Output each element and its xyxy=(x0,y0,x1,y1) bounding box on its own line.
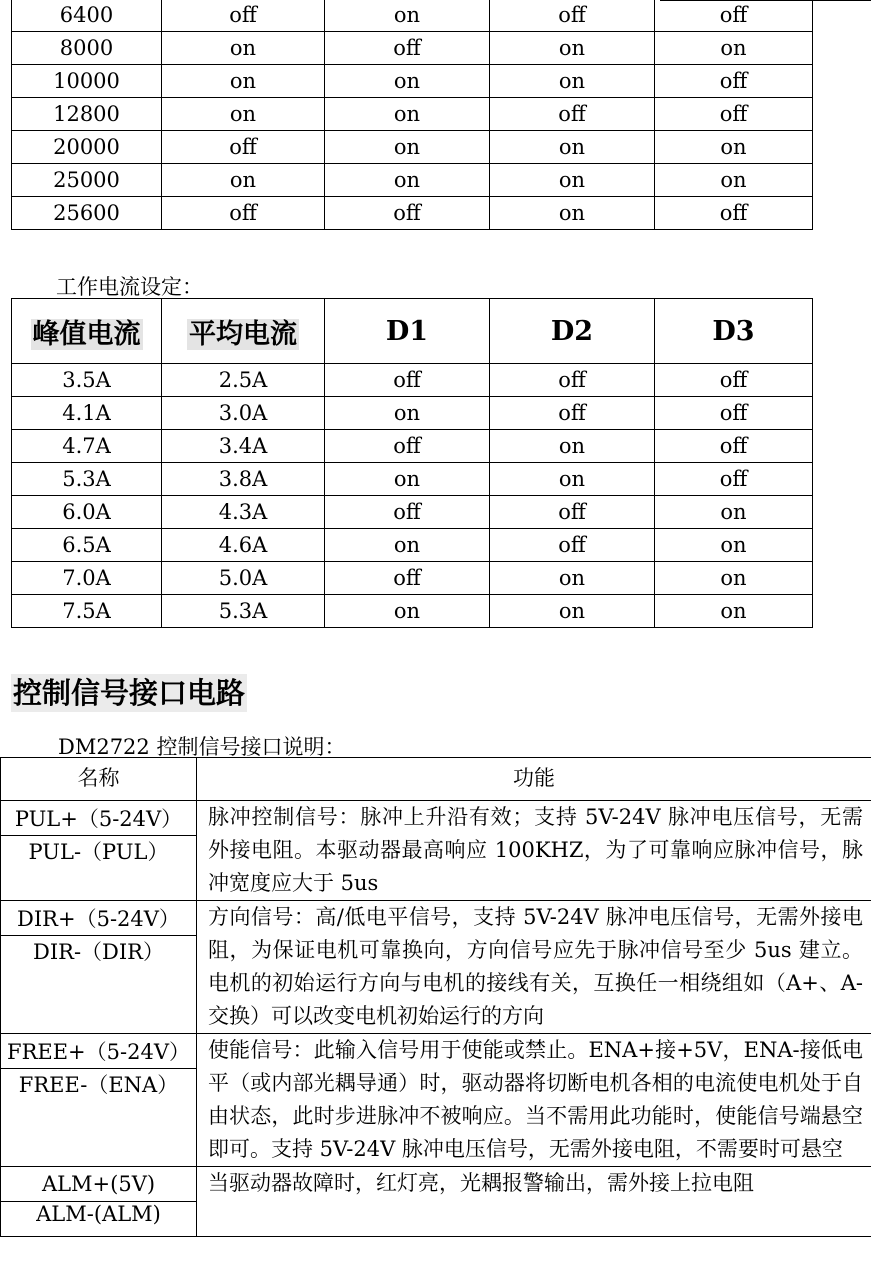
table-row xyxy=(12,496,813,529)
header-average-current: 平均电流 xyxy=(162,299,325,364)
header-function: 功能 xyxy=(197,758,871,801)
current-setting-table xyxy=(11,298,813,628)
table-cell: on xyxy=(325,164,490,197)
header-name: 名称 xyxy=(1,758,197,801)
table-cell: 6.5A xyxy=(12,529,162,562)
table-row xyxy=(12,197,813,230)
table-row xyxy=(12,98,813,131)
pin-name: PUL+（5-24V） xyxy=(1,801,197,836)
table-cell: on xyxy=(655,595,813,628)
table-cell: 4.3A xyxy=(162,496,325,529)
table-cell: on xyxy=(490,595,655,628)
header-d3: D3 xyxy=(655,299,813,364)
table-cell: on xyxy=(325,0,490,32)
table-cell: off xyxy=(325,364,490,397)
table-cell: 7.5A xyxy=(12,595,162,628)
table-cell: off xyxy=(325,496,490,529)
table-cell: 10000 xyxy=(12,65,162,98)
signal-row xyxy=(1,1034,871,1069)
table-cell: on xyxy=(490,65,655,98)
signal-description: 脉冲控制信号：脉冲上升沿有效；支持 5V-24V 脉冲电压信号，无需外接电阻。本驱动器最高响应 100KHZ，为了可靠响应脉冲信号，脉冲宽度应大于 5us xyxy=(197,801,871,901)
signal-row xyxy=(1,1167,871,1202)
table-row xyxy=(12,0,813,32)
table-cell: 25000 xyxy=(12,164,162,197)
table-cell: off xyxy=(325,430,490,463)
table-cell: off xyxy=(162,197,325,230)
table-cell: 8000 xyxy=(12,32,162,65)
table-cell: off xyxy=(325,197,490,230)
table-cell: on xyxy=(490,197,655,230)
table-cell: off xyxy=(490,529,655,562)
table-cell: off xyxy=(162,131,325,164)
table-row xyxy=(12,430,813,463)
table-cell: 4.7A xyxy=(12,430,162,463)
signal-description: 使能信号：此输入信号用于使能或禁止。ENA+接+5V，ENA-接低电平（或内部光耦导通）时，驱动器将切断电机各相的电流使电机处于自由状态，此时步进脉冲不被响应。当不需用此功能时，使能信号端悬空即可。支持 5V-24V 脉冲电压信号，无需外接电阻，不需要时可悬空 xyxy=(197,1034,871,1167)
pin-name: FREE-（ENA） xyxy=(1,1069,197,1167)
pin-name: DIR+（5-24V） xyxy=(1,901,197,936)
table-cell: 20000 xyxy=(12,131,162,164)
table-cell: off xyxy=(655,0,813,32)
table-cell: 3.8A xyxy=(162,463,325,496)
pin-name: ALM-(ALM) xyxy=(1,1202,197,1237)
table-cell: off xyxy=(490,0,655,32)
table-row xyxy=(12,529,813,562)
table-cell: 25600 xyxy=(12,197,162,230)
section-heading: 控制信号接口电路 xyxy=(13,676,246,710)
table-cell: off xyxy=(490,397,655,430)
table-cell: off xyxy=(655,197,813,230)
table-cell: off xyxy=(162,0,325,32)
table-cell: on xyxy=(325,463,490,496)
table-row xyxy=(12,397,813,430)
table-cell: on xyxy=(325,397,490,430)
table-cell: on xyxy=(325,595,490,628)
table-cell: on xyxy=(490,131,655,164)
table-cell: on xyxy=(325,65,490,98)
table-cell: 7.0A xyxy=(12,562,162,595)
table-row xyxy=(12,364,813,397)
table-cell: off xyxy=(655,364,813,397)
table-cell: off xyxy=(490,98,655,131)
table-cell: on xyxy=(162,98,325,131)
table-cell: on xyxy=(490,164,655,197)
table-cell: 2.5A xyxy=(162,364,325,397)
table-cell: off xyxy=(325,562,490,595)
pin-name: PUL-（PUL） xyxy=(1,836,197,901)
table-cell: on xyxy=(490,562,655,595)
table-cell: 4.6A xyxy=(162,529,325,562)
header-peak-current: 峰值电流 xyxy=(12,299,162,364)
signal-row xyxy=(1,901,871,936)
table-cell: off xyxy=(655,65,813,98)
table-cell: on xyxy=(490,32,655,65)
table-row xyxy=(12,65,813,98)
signal-interface-label: DM2722 控制信号接口说明： xyxy=(58,735,346,759)
table-cell: 3.0A xyxy=(162,397,325,430)
signal-description: 当驱动器故障时，红灯亮，光耦报警输出，需外接上拉电阻 xyxy=(197,1167,871,1237)
pin-name: ALM+(5V) xyxy=(1,1167,197,1202)
table-row xyxy=(12,595,813,628)
table-cell: on xyxy=(490,463,655,496)
pin-name: DIR-（DIR） xyxy=(1,936,197,1034)
table-cell: off xyxy=(655,98,813,131)
table-cell: on xyxy=(655,164,813,197)
subdivision-table xyxy=(11,0,813,230)
table-cell: on xyxy=(162,32,325,65)
table-cell: 5.0A xyxy=(162,562,325,595)
table-cell: on xyxy=(655,32,813,65)
table-cell: on xyxy=(162,164,325,197)
table-cell: on xyxy=(325,131,490,164)
table-cell: on xyxy=(490,430,655,463)
table-cell: off xyxy=(325,32,490,65)
table-cell: on xyxy=(655,131,813,164)
table-row xyxy=(12,32,813,65)
table-row xyxy=(12,164,813,197)
table-cell: on xyxy=(162,65,325,98)
table-cell: off xyxy=(655,430,813,463)
table-cell: on xyxy=(655,529,813,562)
table-cell: on xyxy=(325,529,490,562)
table-cell: 3.5A xyxy=(12,364,162,397)
table-cell: 3.4A xyxy=(162,430,325,463)
table-cell: 6400 xyxy=(12,0,162,32)
header-d2: D2 xyxy=(490,299,655,364)
table-cell: off xyxy=(490,364,655,397)
pin-name: FREE+（5-24V） xyxy=(1,1034,197,1069)
table-cell: off xyxy=(655,463,813,496)
table-cell: on xyxy=(655,562,813,595)
table-cell: on xyxy=(325,98,490,131)
table-cell: off xyxy=(490,496,655,529)
header-d1: D1 xyxy=(325,299,490,364)
current-setting-label: 工作电流设定： xyxy=(56,275,203,299)
table-cell: off xyxy=(655,397,813,430)
signal-description: 方向信号：高/低电平信号，支持 5V-24V 脉冲电压信号，无需外接电阻，为保证电机可靠换向，方向信号应先于脉冲信号至少 5us 建立。电机的初始运行方向与电机的接线有关，互换任一相绕组如（A+、A-交换）可以改变电机初始运行的方向 xyxy=(197,901,871,1034)
table-row xyxy=(12,463,813,496)
table-cell: 5.3A xyxy=(12,463,162,496)
signal-interface-table xyxy=(0,757,871,1237)
table-row xyxy=(12,562,813,595)
table-cell: 6.0A xyxy=(12,496,162,529)
signal-row xyxy=(1,801,871,836)
table-row xyxy=(12,131,813,164)
table-cell: on xyxy=(655,496,813,529)
table-cell: 12800 xyxy=(12,98,162,131)
table-cell: 4.1A xyxy=(12,397,162,430)
table-cell: 5.3A xyxy=(162,595,325,628)
